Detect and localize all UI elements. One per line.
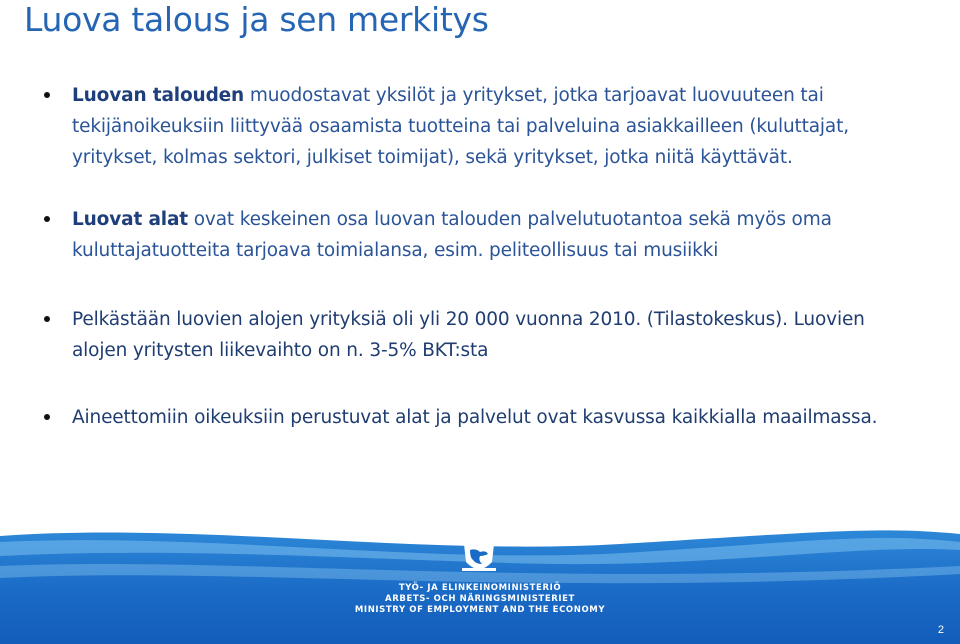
bullet-text [72,402,944,433]
bullet-text [72,80,944,173]
bullet-dot [44,92,50,98]
bullet-line-rest: muodostavat yksilöt ja yritykset, jotka tarjoavat luovuuteen tai [244,85,824,106]
bullet-dot [44,216,50,222]
bullet-line: yritykset, kolmas sektori, julkiset toimijat), sekä yritykset, jotka niitä käyttävät. [72,147,793,168]
bullet-line [72,80,944,111]
bullet-line: Pelkästään luovien alojen yrityksiä oli yli 20 000 vuonna 2010. (Tilastokeskus). Luovien [72,309,865,330]
bullet-line [72,204,944,235]
bullet-line: tekijänoikeuksiin liittyvää osaamista tuotteina tai palveluina asiakkailleen (kuluttajat, [72,116,849,137]
bullet-line-rest: ovat keskeinen osa luovan talouden palvelutuotantoa sekä myös oma [188,209,832,230]
bullet-text [72,304,944,366]
bullet-line: kuluttajatuotteita tarjoava toimialansa, esim. peliteollisuus tai musiikki [72,240,719,261]
slide-title: Luova talous ja sen merkitys [24,0,489,39]
ministry-name-fi: TYÖ- JA ELINKEINOMINISTERIÖ [398,583,562,593]
bullet-text [72,204,944,266]
bullet-dot [44,414,50,420]
ministry-name-sv: ARBETS- OCH NÄRINGSMINISTERIET [385,594,575,604]
bullet-dot [44,316,50,322]
bullet-lead: Luovan talouden [72,85,245,106]
footer-band [0,526,960,644]
page-number: 2 [937,624,944,636]
bullet-lead: Luovat alat [72,209,188,230]
ministry-name-en: MINISTRY OF EMPLOYMENT AND THE ECONOMY [354,605,606,615]
bullet-line: Aineettomiin oikeuksiin perustuvat alat ja palvelut ovat kasvussa kaikkialla maailmassa. [72,407,878,428]
bullet-line: alojen yritysten liikevaihto on n. 3-5% BKT:sta [72,340,489,361]
lion-crest-logo [456,540,502,580]
